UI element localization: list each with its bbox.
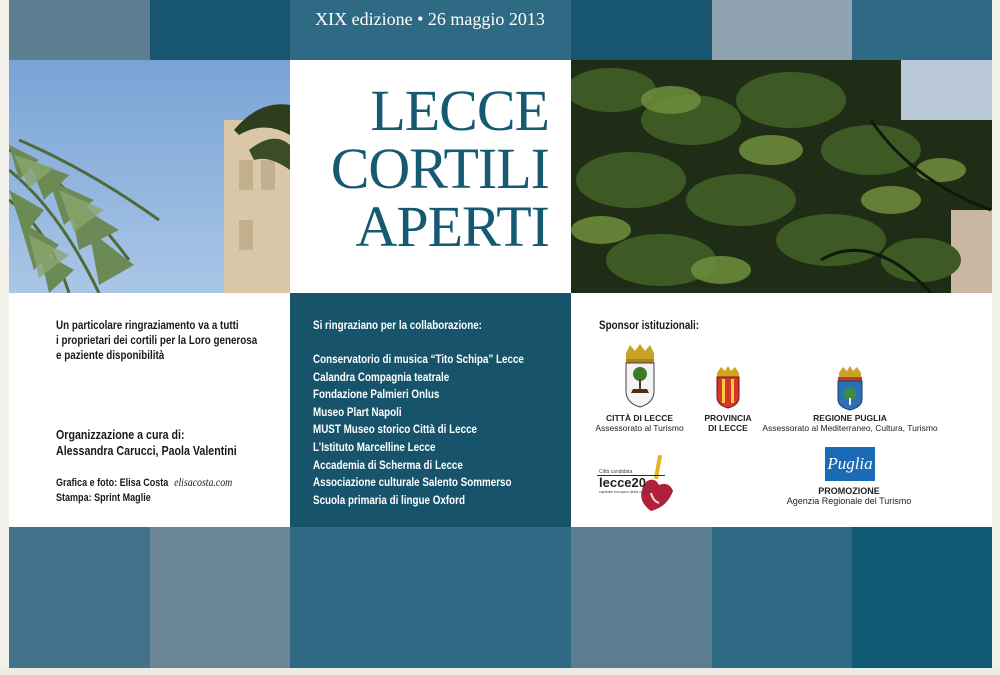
acknowledgements-panel (9, 293, 290, 527)
puglia-logo (825, 447, 875, 481)
list-item: L’Istituto Marcelline Lecce (313, 439, 436, 454)
printing-credit: Stampa: Sprint Maglie (56, 492, 151, 504)
foliage-photo (571, 60, 992, 293)
svg-text:Città candidata: Città candidata (599, 469, 633, 475)
list-item: Associazione culturale Salento Sommerso (313, 475, 512, 490)
credits-block (56, 475, 232, 506)
sponsor-name: CITTÀ DI LECCE (605, 413, 674, 423)
palm-photo-illustration (9, 60, 290, 293)
footer-strip (0, 668, 1000, 675)
thanks-line: i proprietari dei cortili per la Loro generosa (56, 333, 258, 347)
organizers: Alessandra Carucci, Paola Valentini (56, 443, 237, 458)
sponsor-name: PROMOZIONE (818, 486, 880, 496)
palm-photo (9, 60, 290, 293)
color-band (852, 527, 992, 668)
list-item: Conservatorio di musica “Tito Schipa” Lecce (313, 352, 524, 366)
sponsors-panel (571, 293, 992, 527)
foliage-photo-illustration (571, 60, 992, 293)
title-line: LECCE (370, 78, 549, 143)
color-band (150, 0, 290, 60)
list-item: Calandra Compagnia teatrale (313, 369, 450, 384)
lecce-2019-logo-icon (597, 453, 679, 513)
color-band (290, 527, 571, 668)
list-item: Scuola primaria di lingue Oxford (313, 492, 466, 507)
color-band (712, 0, 852, 60)
sponsor-sub: Assessorato al Mediterraneo, Cultura, Turismo (762, 423, 938, 433)
regione-puglia-crest-icon (835, 365, 865, 411)
graphics-site: elisacosta.com (174, 475, 233, 489)
sponsor-caption (760, 413, 940, 433)
title-line: CORTILI (330, 136, 549, 201)
organization-block (56, 427, 237, 459)
title-line: APERTI (355, 194, 549, 259)
color-band (9, 0, 150, 60)
color-band (9, 527, 150, 668)
sponsor-name: REGIONE PUGLIA (813, 413, 887, 423)
graphics-credit: Grafica e foto: Elisa Costa (56, 477, 169, 489)
color-band (150, 527, 290, 668)
sponsor-sub: Agenzia Regionale del Turismo (786, 496, 912, 506)
svg-text:capitale europea della cultura: capitale europea della cultura (599, 489, 652, 494)
sponsor-caption (587, 413, 692, 433)
svg-text:lecce20: lecce20 (599, 475, 646, 490)
sponsor-name: PROVINCIA (704, 413, 752, 423)
event-title (330, 78, 549, 259)
title-panel (290, 60, 571, 293)
sponsor-caption (693, 413, 763, 433)
organization-label: Organizzazione a cura di: (56, 427, 185, 442)
color-band (712, 527, 852, 668)
sponsors-heading: Sponsor istituzionali: (599, 318, 700, 332)
color-band (571, 527, 712, 668)
provincia-di-lecce-crest-icon (713, 365, 743, 409)
citta-di-lecce-crest-icon (623, 343, 657, 409)
thanks-line: Un particolare ringraziamento va a tutti (56, 318, 239, 332)
list-item: MUST Museo storico Città di Lecce (313, 422, 478, 437)
list-item: Museo Plart Napoli (313, 404, 402, 419)
thanks-line: e paziente disponibilità (56, 348, 165, 362)
list-item: Fondazione Palmieri Onlus (313, 387, 440, 402)
puglia-logo-text: Puglia (827, 454, 873, 473)
owners-thanks (56, 318, 257, 363)
lecce-2019-logo (597, 453, 679, 513)
collaborators-heading: Si ringraziano per la collaborazione: (313, 318, 482, 332)
color-band (852, 0, 992, 60)
list-item: Accademia di Scherma di Lecce (313, 457, 463, 472)
sponsor-sub: DI LECCE (708, 423, 748, 433)
collaborators-list (313, 351, 524, 509)
sponsor-caption (774, 486, 924, 506)
edition-date: XIX edizione • 26 maggio 2013 (315, 9, 545, 29)
collaborators-panel (290, 293, 571, 527)
sponsor-sub: Assessorato al Turismo (595, 423, 684, 433)
color-band (571, 0, 712, 60)
